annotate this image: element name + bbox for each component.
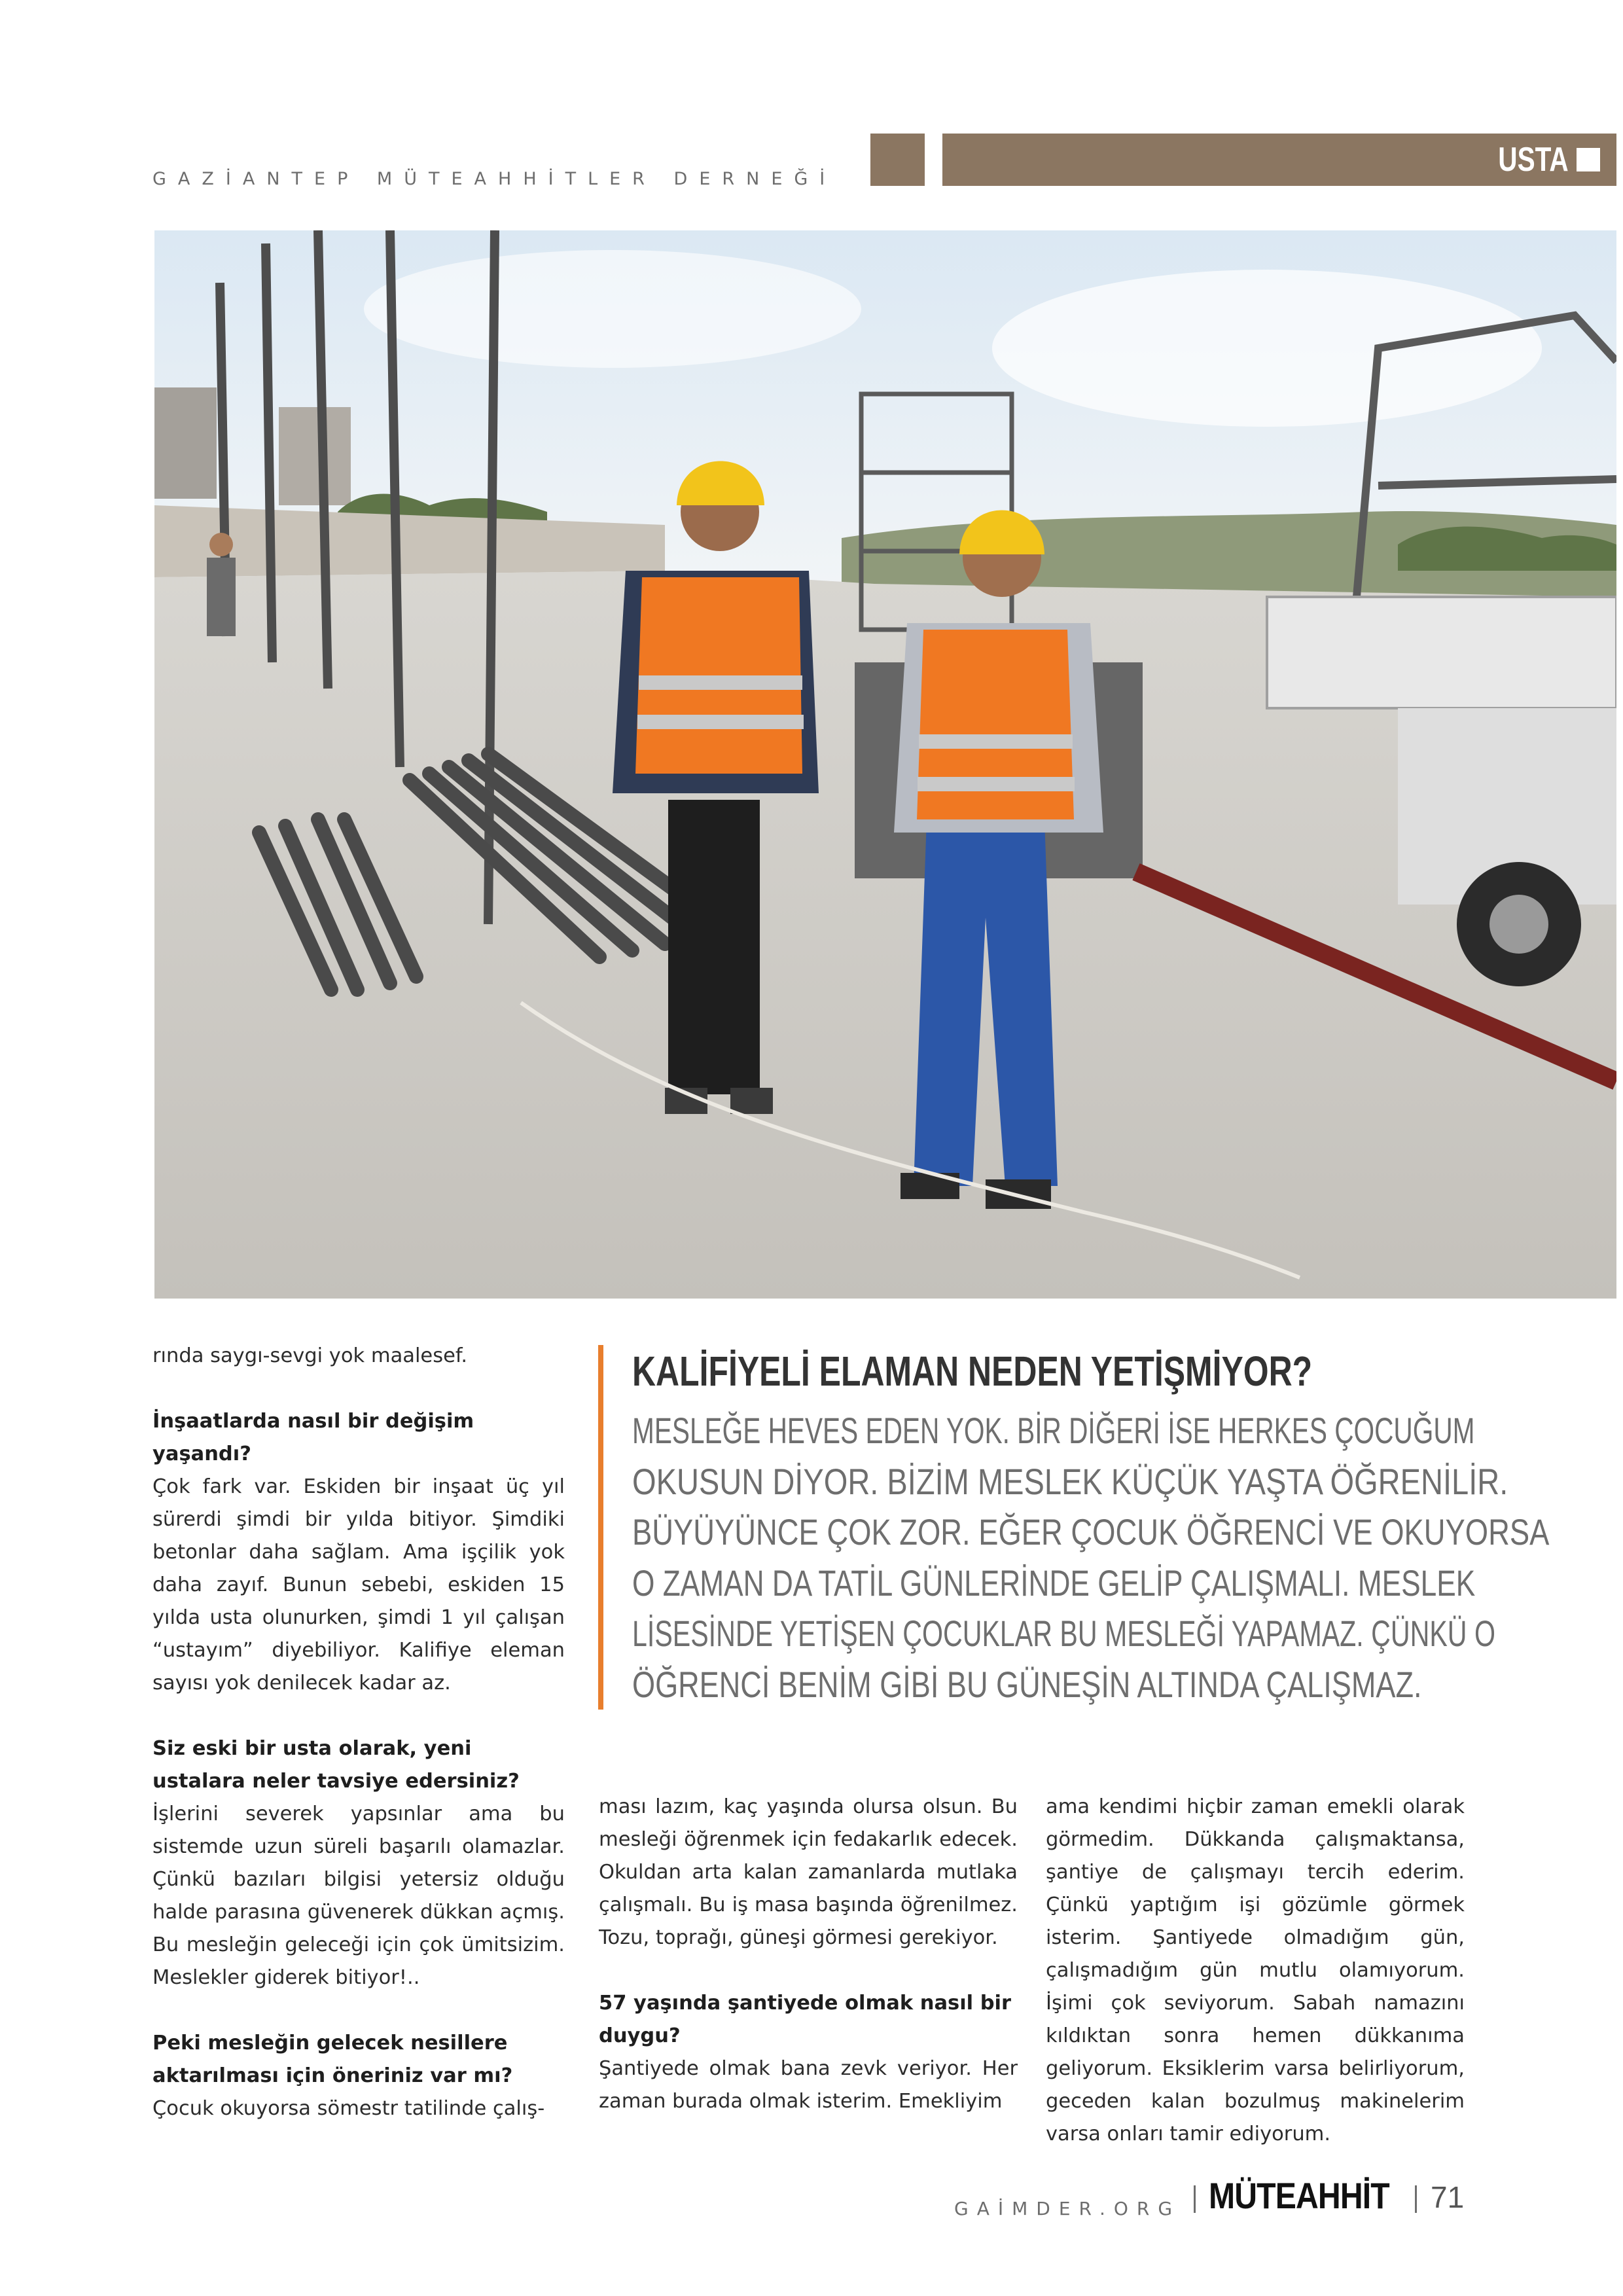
footer-divider <box>1194 2185 1196 2213</box>
pull-quote-line: O ZAMAN DA TATİL GÜNLERİNDE GELİP ÇALIŞMALI. MESLEK <box>632 1562 1476 1604</box>
question-heading: Peki mesleğin gelecek nesillere aktarılması için öneriniz var mı? <box>152 2032 513 2087</box>
right-column <box>1046 1791 1465 2151</box>
header-accent-block <box>870 134 925 186</box>
pull-quote-line: OKUSUN DİYOR. BİZİM MESLEK KÜÇÜK YAŞTA ÖĞRENİLİR. <box>632 1460 1508 1502</box>
section-label: USTA <box>1498 141 1569 179</box>
answer-paragraph: Çok fark var. Eskiden bir inşaat üç yıl sürerdi şimdi bir yılda bitiyor. Şimdiki betonlar daha sağlam. Ama işçilik yok daha zayıf. Bunun sebebi, eskiden 15 yılda usta olunurken, şimdi 1 yıl çalışan “ustayım” diyebiliyor. Kalifiye eleman sayısı yok denilecek kadar az. <box>152 1475 565 1695</box>
middle-column <box>599 1791 1018 2118</box>
paragraph: ama kendimi hiçbir zaman emekli olarak görmedim. Dükkanda çalışmaktansa, şantiye de çalışmayı tercih ederim. Çünkü yaptığım işi gözümle görmek isterim. Şantiyede olmadığım gün, çalışmadığım gün mutlu olamıyorum. İşimi çok seviyorum. Sabah namazını kıldıktan sonra hemen dükkanıma geliyorum. Eksiklerim varsa belirliyorum, geceden kalan bozulmuş makinelerim varsa onları tamir ediyorum. <box>1046 1795 1465 2145</box>
pull-quote-title: KALİFİYELİ ELAMAN NEDEN YETİŞMİYOR? <box>632 1348 1313 1395</box>
section-square-icon <box>1577 148 1600 171</box>
answer-paragraph: Şantiyede olmak bana zevk veriyor. Her zaman burada olmak isterim. Emekliyim <box>599 2057 1018 2113</box>
question-heading: 57 yaşında şantiyede olmak nasıl bir duygu? <box>599 1992 1012 2047</box>
page-number: 71 <box>1431 2180 1465 2214</box>
left-column <box>152 1340 565 2125</box>
pull-quote-line: ÖĞRENCİ BENİM GİBİ BU GÜNEŞİN ALTINDA ÇALIŞMAZ. <box>632 1663 1422 1705</box>
footer-website: GAİMDER.ORG <box>954 2198 1181 2219</box>
footer-divider <box>1415 2185 1417 2213</box>
question-heading: Siz eski bir usta olarak, yeni ustalara neler tavsiye edersiniz? <box>152 1737 520 1793</box>
pull-quote <box>598 1345 1550 1710</box>
question-heading: İnşaatlarda nasıl bir değişim yaşandı? <box>152 1410 474 1465</box>
construction-site-photo <box>154 230 1616 1299</box>
answer-paragraph: İşlerini severek yapsınlar ama bu sistemde uzun süreli başarılı olamazlar. Çünkü bazıları bilgisi yetersiz olduğu halde parasına güvenerek dükkan açmış. Bu mesleğin geleceği için çok ümitsizim. Meslekler giderek bitiyor!.. <box>152 1803 565 1989</box>
association-name: GAZİANTEP MÜTEAHHİTLER DERNEĞİ <box>152 169 837 189</box>
paragraph: ması lazım, kaç yaşında olursa olsun. Bu mesleği öğrenmek için fedakarlık edecek. Okuldan arta kalan zamanlarda mutlaka çalışmalı. Bu iş masa başında öğrenilmez. Tozu, toprağı, güneşi görmesi gerekiyor. <box>599 1795 1018 1949</box>
answer-paragraph: Çocuk okuyorsa sömestr tatilinde çalış- <box>152 2097 545 2120</box>
pull-quote-line: LİSESİNDE YETİŞEN ÇOCUKLAR BU MESLEĞİ YAPAMAZ. ÇÜNKÜ O <box>632 1613 1495 1654</box>
section-header-bar <box>942 134 1616 186</box>
pull-quote-line: MESLEĞE HEVES EDEN YOK. BİR DİĞERİ İSE HERKES ÇOCUĞUM <box>632 1410 1475 1451</box>
magazine-logo: MÜTEAHHİT <box>1209 2175 1389 2216</box>
pull-quote-line: BÜYÜYÜNCE ÇOK ZOR. EĞER ÇOCUK ÖĞRENCİ VE OKUYORSA <box>632 1511 1550 1552</box>
paragraph: rında saygı-sevgi yok maalesef. <box>152 1344 468 1367</box>
